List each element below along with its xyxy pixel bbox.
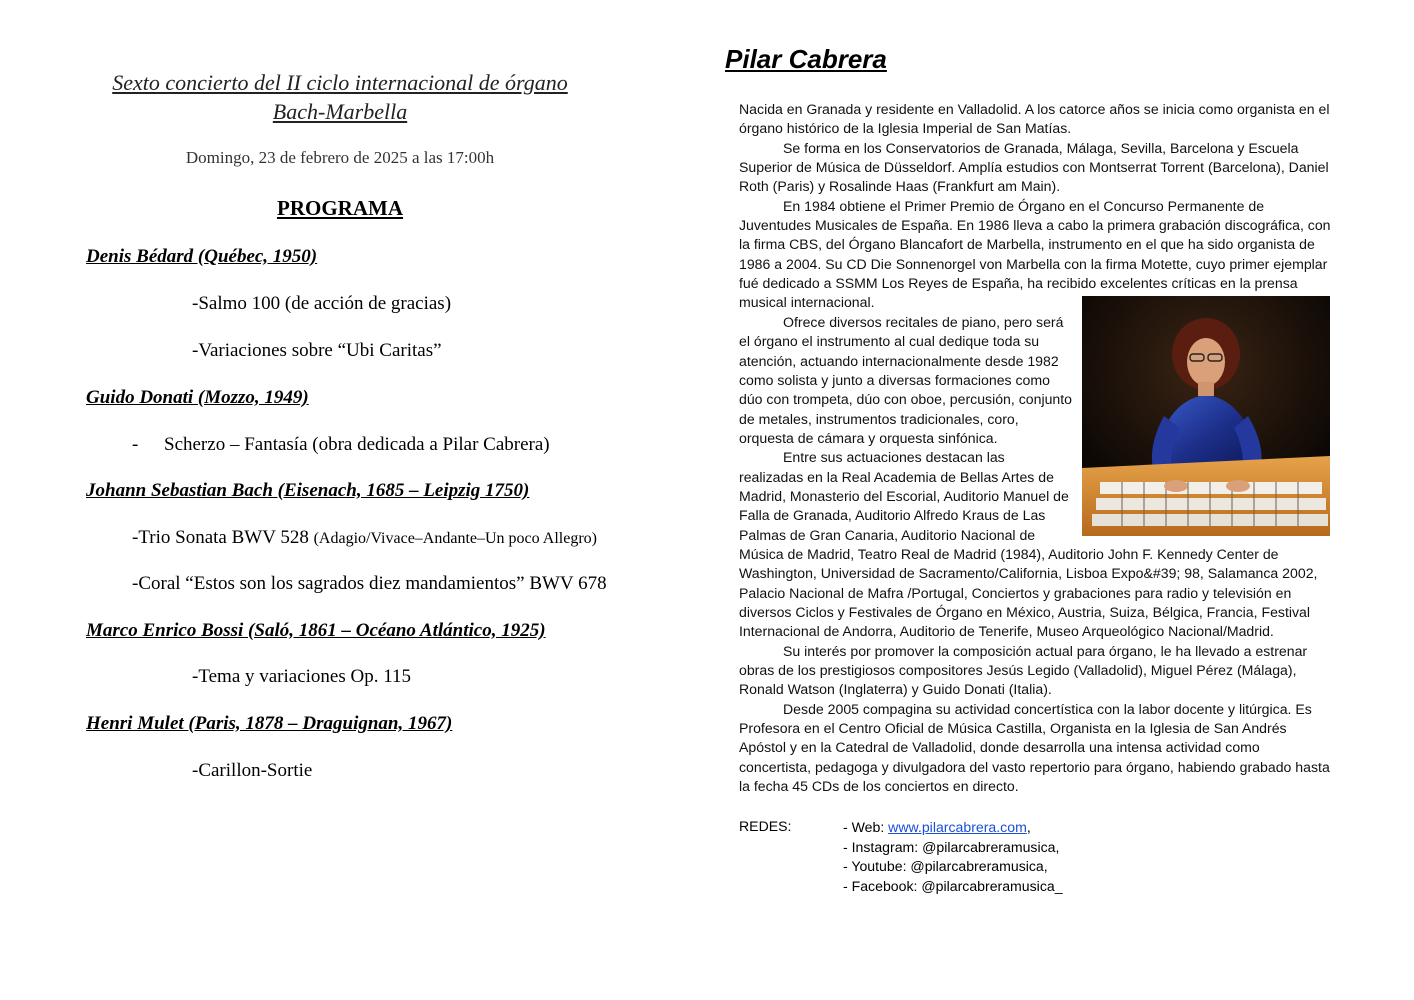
- concert-date: Domingo, 23 de febrero de 2025 a las 17:00h: [185, 148, 495, 167]
- social-youtube: - Youtube: @pilarcabreramusica,: [843, 858, 1048, 874]
- social-list: [843, 818, 1063, 896]
- concert-title-line1: Sexto concierto del II ciclo internacional de órgano: [112, 70, 568, 95]
- composer-bedard: Denis Bédard (Québec, 1950): [86, 246, 318, 267]
- bio-paragraph-6: Su interés por promover la composición actual para órgano, le ha llevado a estrenar obras de los prestigiosos compositores Jesús Legido (Valladolid), Miguel Pérez (Málaga), Ronald Watson (Inglaterra) y Guido Donati (Italia).: [739, 642, 1308, 698]
- work-scherzo-fantasia: Scherzo – Fantasía (obra dedicada a Pilar Cabrera): [164, 434, 550, 455]
- bio-paragraph-5b: Música de Madrid, Teatro Real de Madrid (1984), Auditorio John F. Kennedy Center de Washington, Universidad de Sacramento/California, Lisboa Expo&#39; 98, Salamanca 2002, Palacio Nacional de Mafra /Portugal, Conciertos y grabaciones para radio y televisión en diversos Ciclos y Festivales de Órgano en México, Austria, Suiza, Bélgica, Francia, Festival Internacional de Andorra, Auditorio de Tenerife, Museo Arqueológico Nacional/Madrid.: [739, 546, 1318, 640]
- composer-donati: Guido Donati (Mozzo, 1949): [86, 387, 309, 408]
- composer-mulet: Henri Mulet (Paris, 1878 – Draguignan, 1967): [86, 713, 453, 734]
- bio-paragraph-3: En 1984 obtiene el Primer Premio de Órgano en el Concurso Permanente de Juventudes Musicales de España. En 1986 lleva a cabo la primera grabación discográfica, con la firma CBS, del Órgano Blancafort de Marbella, instrumento en el que ha sido organista de 1986 a 2004. Su CD Die Sonnenorgel von Marbella con la firma Motette, cuyo primer ejemplar fué dedicado a SSMM Los Reyes de España, ha recibido excelentes críticas en la prensa musical internacional.: [739, 197, 1331, 311]
- social-web-suffix: ,: [1026, 819, 1031, 835]
- social-instagram: - Instagram: @pilarcabreramusica,: [843, 838, 1060, 855]
- social-web-prefix: - Web:: [843, 819, 889, 835]
- performer-photo: [1082, 296, 1330, 536]
- work-bullet: -: [132, 434, 139, 455]
- work-carillon-sortie: -Carillon-Sortie: [192, 760, 313, 781]
- composer-bach: Johann Sebastian Bach (Eisenach, 1685 – Leipzig 1750): [86, 480, 530, 501]
- bio-paragraph-2: Se forma en los Conservatorios de Granada, Málaga, Sevilla, Barcelona y Escuela Superior de Música de Düsseldorf. Amplía estudios con Montserrat Torrent (Barcelona), Daniel Roth (Paris) y Rosalinde Haas (Frankfurt am Main).: [739, 139, 1329, 195]
- bio-bottom-block: [739, 545, 1331, 796]
- biography-page: [707, 0, 1414, 1000]
- bio-paragraph-5a: Entre sus actuaciones destacan las realizadas en la Real Academia de Bellas Artes de Madrid, Monasterio del Escorial, Auditorio Manuel de Falla de Granada, Auditorio Alfredo Kraus de Las Palmas de Gran Canaria, Auditorio Nacional de: [739, 449, 1069, 543]
- work-coral-bwv678: -Coral “Estos son los sagrados diez mandamientos” BWV 678: [132, 573, 607, 594]
- composer-bossi: Marco Enrico Bossi (Saló, 1861 – Océano Atlántico, 1925): [86, 620, 546, 641]
- bio-paragraph-1: Nacida en Granada y residente en Valladolid. A los catorce años se inicia como organista en el órgano histórico de la Iglesia Imperial de San Matías.: [739, 101, 1330, 137]
- website-link[interactable]: www.pilarcabrera.com: [888, 819, 1027, 835]
- social-web: [843, 818, 1063, 838]
- bio-side-block: [739, 313, 1072, 545]
- performer-name: Pilar Cabrera: [725, 44, 887, 74]
- work-tema-variaciones: -Tema y variaciones Op. 115: [192, 666, 412, 687]
- work-ubi-caritas: -Variaciones sobre “Ubi Caritas”: [192, 340, 442, 361]
- work-trio-sonata-movements: (Adagio/Vivace–Andante–Un poco Allegro): [313, 530, 597, 547]
- bio-top-block: [739, 100, 1331, 313]
- bio-paragraph-7: Desde 2005 compagina su actividad concertística con la labor docente y litúrgica. Es Profesora en el Centro Oficial de Música Castilla, Organista en la Iglesia de San Andrés Apóstol y en la Catedral de Valladolid, donde desarrolla una intensa actividad como concertista, pedagoga y divulgadora del vasto repertorio para órgano, habiendo grabado hasta la fecha 45 CDs de los conciertos en directo.: [739, 700, 1330, 795]
- work-salmo-100: -Salmo 100 (de acción de gracias): [192, 293, 452, 314]
- concert-title-line2: Bach-Marbella: [272, 99, 408, 124]
- bio-paragraph-4: Ofrece diversos recitales de piano, pero será el órgano el instrumento al cual dedique toda su atención, actuando internacionalmente desde 1982 como solista y junto a diversas formaciones como dúo con trompeta, dúo con oboe, percusión, conjunto de metales, instrumentos tradicionales, coro, orquesta de cámara y orquesta sinfónica.: [739, 314, 1072, 447]
- work-trio-sonata-title: -Trio Sonata BWV 528: [132, 527, 309, 548]
- work-trio-sonata: [132, 527, 597, 549]
- social-facebook: - Facebook: @pilarcabreramusica_: [843, 877, 1063, 894]
- program-heading: PROGRAMA: [277, 196, 403, 220]
- social-label: REDES:: [739, 818, 792, 834]
